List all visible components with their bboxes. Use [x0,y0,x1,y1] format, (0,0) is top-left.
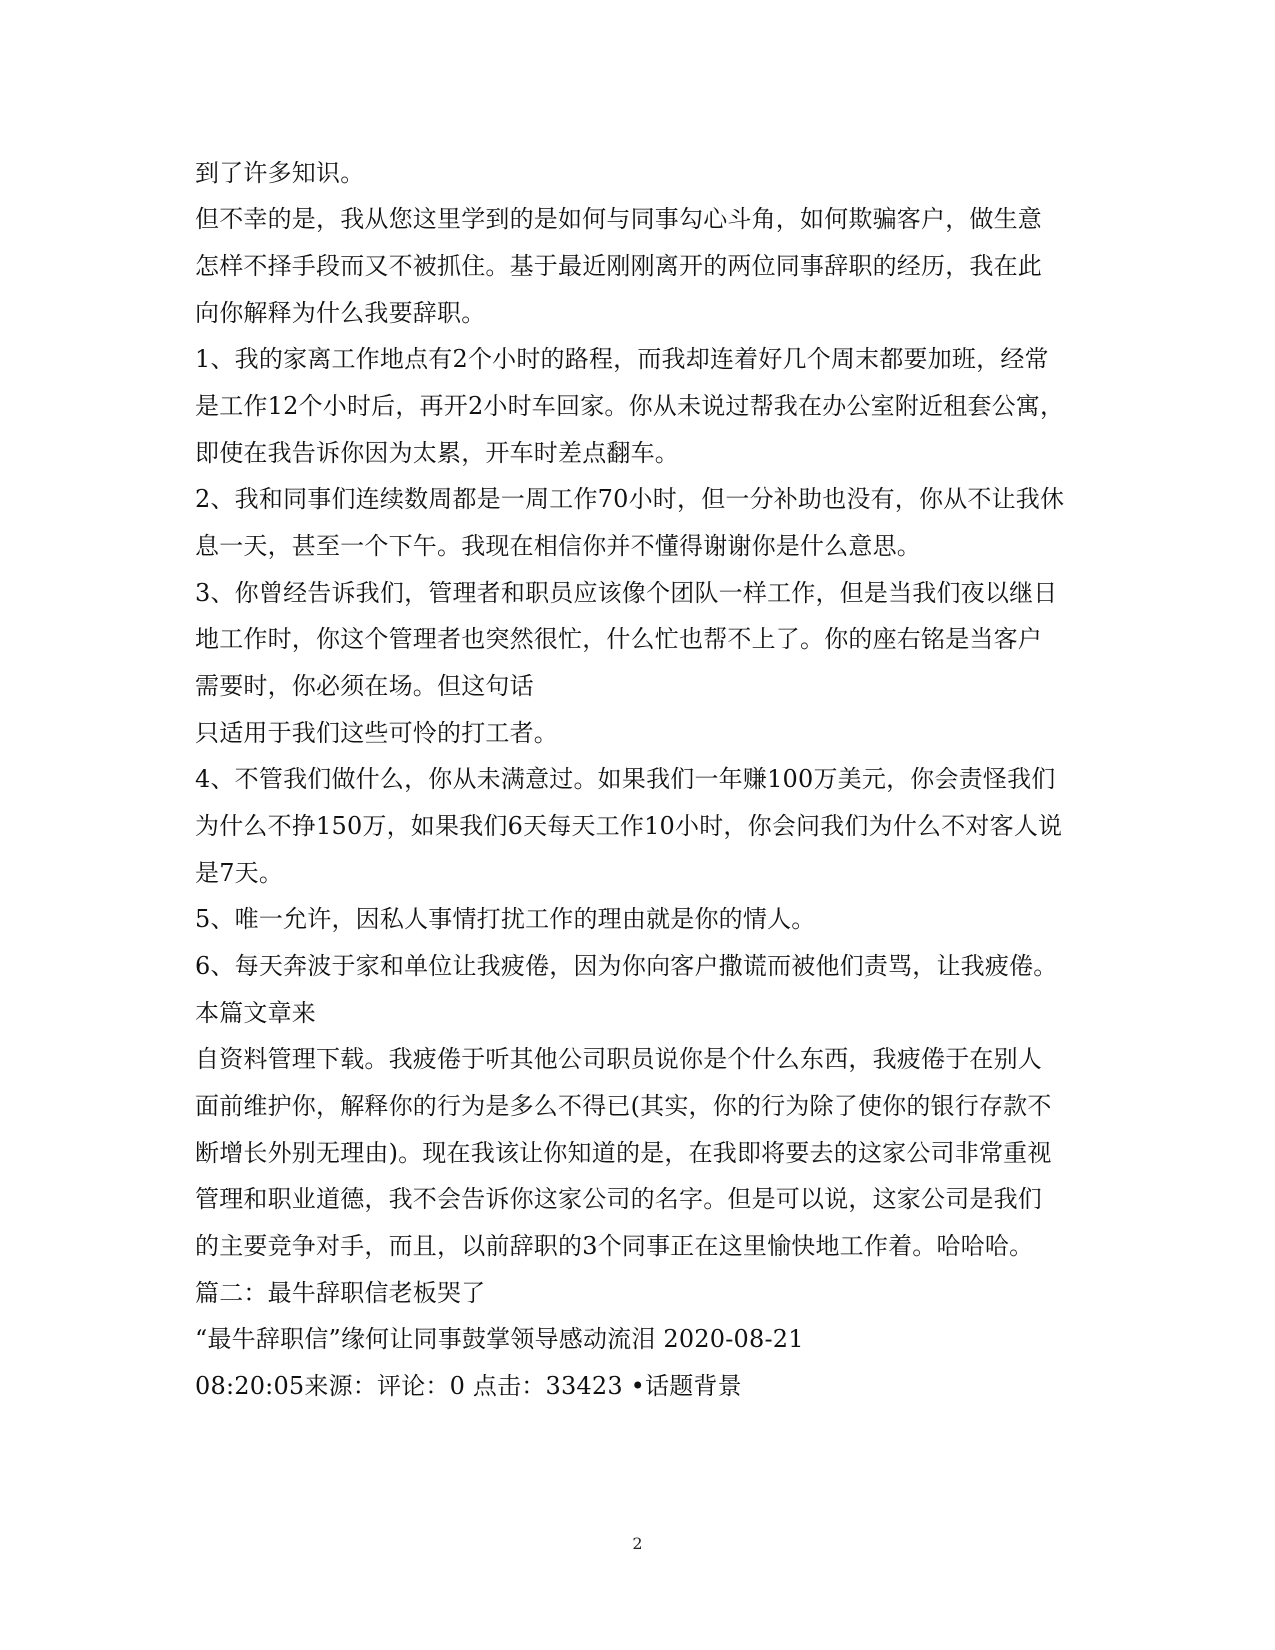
text-line: 即使在我告诉你因为太累，开车时差点翻车。 [195,439,679,467]
text-line: 4、不管我们做什么，你从未满意过。如果我们一年赚100万美元，你会责怪我们 [195,765,1056,793]
text-line: 自资料管理下载。我疲倦于听其他公司职员说你是个什么东西，我疲倦于在别人 [195,1045,1042,1073]
text-line: 是工作12个小时后，再开2小时车回家。你从未说过帮我在办公室附近租套公寓， [195,392,1065,420]
text-line: 为什么不挣150万，如果我们6天每天工作10小时，你会问我们为什么不对客人说 [195,812,1063,840]
text-line: 是7天。 [195,859,284,887]
text-line: 但不幸的是，我从您这里学到的是如何与同事勾心斗角，如何欺骗客户，做生意 [195,205,1042,233]
text-line: 1、我的家离工作地点有2个小时的路程，而我却连着好几个周末都要加班，经常 [195,345,1049,373]
text-line: 向你解释为什么我要辞职。 [195,299,486,327]
section-heading: 篇二：最牛辞职信老板哭了 [195,1279,486,1307]
text-line: 怎样不择手段而又不被抓住。基于最近刚刚离开的两位同事辞职的经历，我在此 [195,252,1042,280]
text-line: 3、你曾经告诉我们，管理者和职员应该像个团队一样工作，但是当我们夜以继日 [195,579,1058,607]
article-meta-line: 08:20:05来源：评论：0 点击：33423 •话题背景 [195,1372,742,1400]
text-line: 只适用于我们这些可怜的打工者。 [195,719,558,747]
text-line: 本篇文章来 [195,999,316,1027]
article-title-line: “最牛辞职信”缘何让同事鼓掌领导感动流泪 2020-08-21 [195,1325,804,1353]
text-line: 息一天，甚至一个下午。我现在相信你并不懂得谢谢你是什么意思。 [195,532,921,560]
text-line: 到了许多知识。 [195,159,365,187]
text-line: 需要时，你必须在场。但这句话 [195,672,534,700]
text-line: 地工作时，你这个管理者也突然很忙，什么忙也帮不上了。你的座右铭是当客户 [195,625,1042,653]
page-number: 2 [632,1534,643,1553]
text-line: 面前维护你，解释你的行为是多么不得已(其实，你的行为除了使你的银行存款不 [195,1092,1052,1120]
text-line: 2、我和同事们连续数周都是一周工作70小时，但一分补助也没有，你从不让我休 [195,485,1065,513]
text-line: 断增长外别无理由)。现在我该让你知道的是，在我即将要去的这家公司非常重视 [195,1139,1052,1167]
text-line: 5、唯一允许，因私人事情打扰工作的理由就是你的情人。 [195,905,816,933]
text-line: 管理和职业道德，我不会告诉你这家公司的名字。但是可以说，这家公司是我们 [195,1185,1042,1213]
text-line: 的主要竞争对手，而且，以前辞职的3个同事正在这里愉快地工作着。哈哈哈。 [195,1232,1034,1260]
text-line: 6、每天奔波于家和单位让我疲倦，因为你向客户撒谎而被他们责骂，让我疲倦。 [195,952,1058,980]
